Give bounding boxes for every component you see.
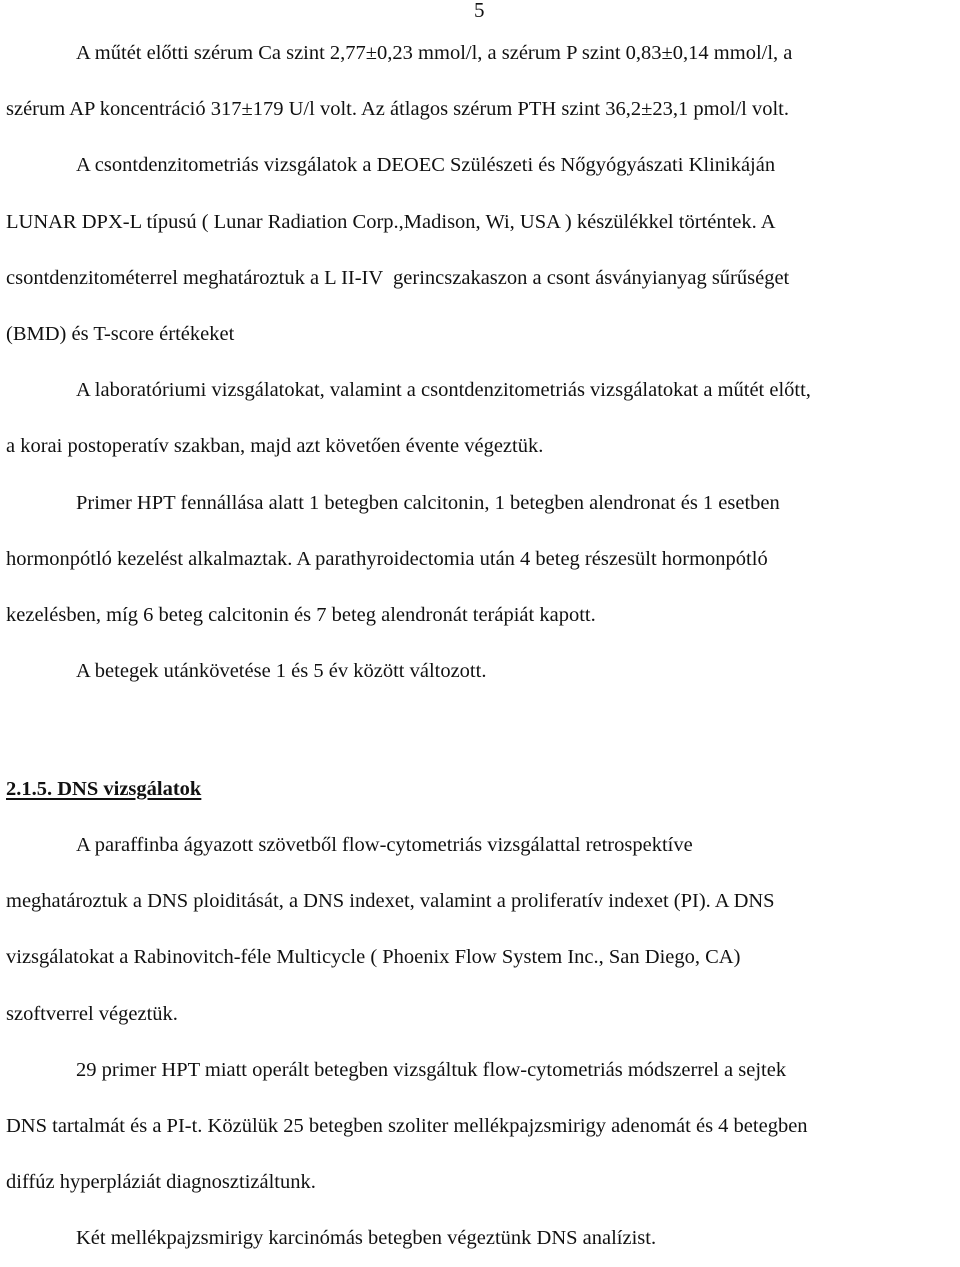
text-line: A műtét előtti szérum Ca szint 2,77±0,23 mmol/l, a szérum P szint 0,83±0,14 mmol/l, a: [76, 42, 793, 64]
text-line: Primer HPT fennállása alatt 1 betegben calcitonin, 1 betegben alendronat és 1 esetben: [76, 491, 780, 514]
text-line: LUNAR DPX-L típusú ( Lunar Radiation Corp.,Madison, Wi, USA ) készülékkel történtek. A: [6, 210, 776, 233]
text-line: hormonpótló kezelést alkalmaztak. A parathyroidectomia után 4 beteg részesült hormonpótló: [6, 547, 768, 570]
text-line: szérum AP koncentráció 317±179 U/l volt. Az átlagos szérum PTH szint 36,2±23,1 pmol/l volt.: [6, 98, 789, 121]
paragraph-preop-and-densitometry: [6, 25, 958, 699]
paragraph-dns-analysis: [6, 817, 958, 1267]
text-line: a korai postoperatív szakban, majd azt követően évente végeztük.: [6, 435, 544, 458]
text-line: A paraffinba ágyazott szövetből flow-cytometriás vizsgálattal retrospektíve: [76, 834, 693, 856]
text-line: A betegek utánkövetése 1 és 5 év között változott.: [76, 660, 487, 683]
text-line: A csontdenzitometriás vizsgálatok a DEOEC Szülészeti és Nőgyógyászati Klinikáján: [76, 154, 776, 177]
text-line: A laboratóriumi vizsgálatokat, valamint a csontdenzitometriás vizsgálatokat a műtét előtt,: [76, 379, 811, 402]
section-heading: 2.1.5. DNS vizsgálatok: [6, 778, 202, 800]
text-line: Két mellékpajzsmirigy karcinómás betegben végeztünk DNS analízist.: [76, 1227, 657, 1250]
text-line: diffúz hyperpláziát diagnosztizáltunk.: [6, 1171, 316, 1194]
section-heading-block: [6, 761, 958, 817]
text-line: (BMD) és T-score értékeket: [6, 322, 235, 345]
text-line: meghatároztuk a DNS ploiditását, a DNS indexet, valamint a proliferatív indexet (PI). A DNS: [6, 890, 775, 913]
text-line: csontdenzitométerrel meghatároztuk a L II-IV gerincszakaszon a csont ásványianyag sűrűséget: [6, 266, 790, 289]
text-line: 29 primer HPT miatt operált betegben vizsgáltuk flow-cytometriás módszerrel a sejtek: [76, 1058, 787, 1081]
text-line: DNS tartalmát és a PI-t. Közülük 25 betegben szoliter mellékpajzsmirigy adenomát és 4 betegben: [6, 1114, 808, 1137]
text-line: kezelésben, míg 6 beteg calcitonin és 7 beteg alendronát terápiát kapott.: [6, 603, 596, 626]
text-line: szoftverrel végeztük.: [6, 1002, 178, 1025]
text-line: vizsgálatokat a Rabinovitch-féle Multicycle ( Phoenix Flow System Inc., San Diego, CA): [6, 946, 741, 969]
page-number: 5: [474, 0, 485, 22]
